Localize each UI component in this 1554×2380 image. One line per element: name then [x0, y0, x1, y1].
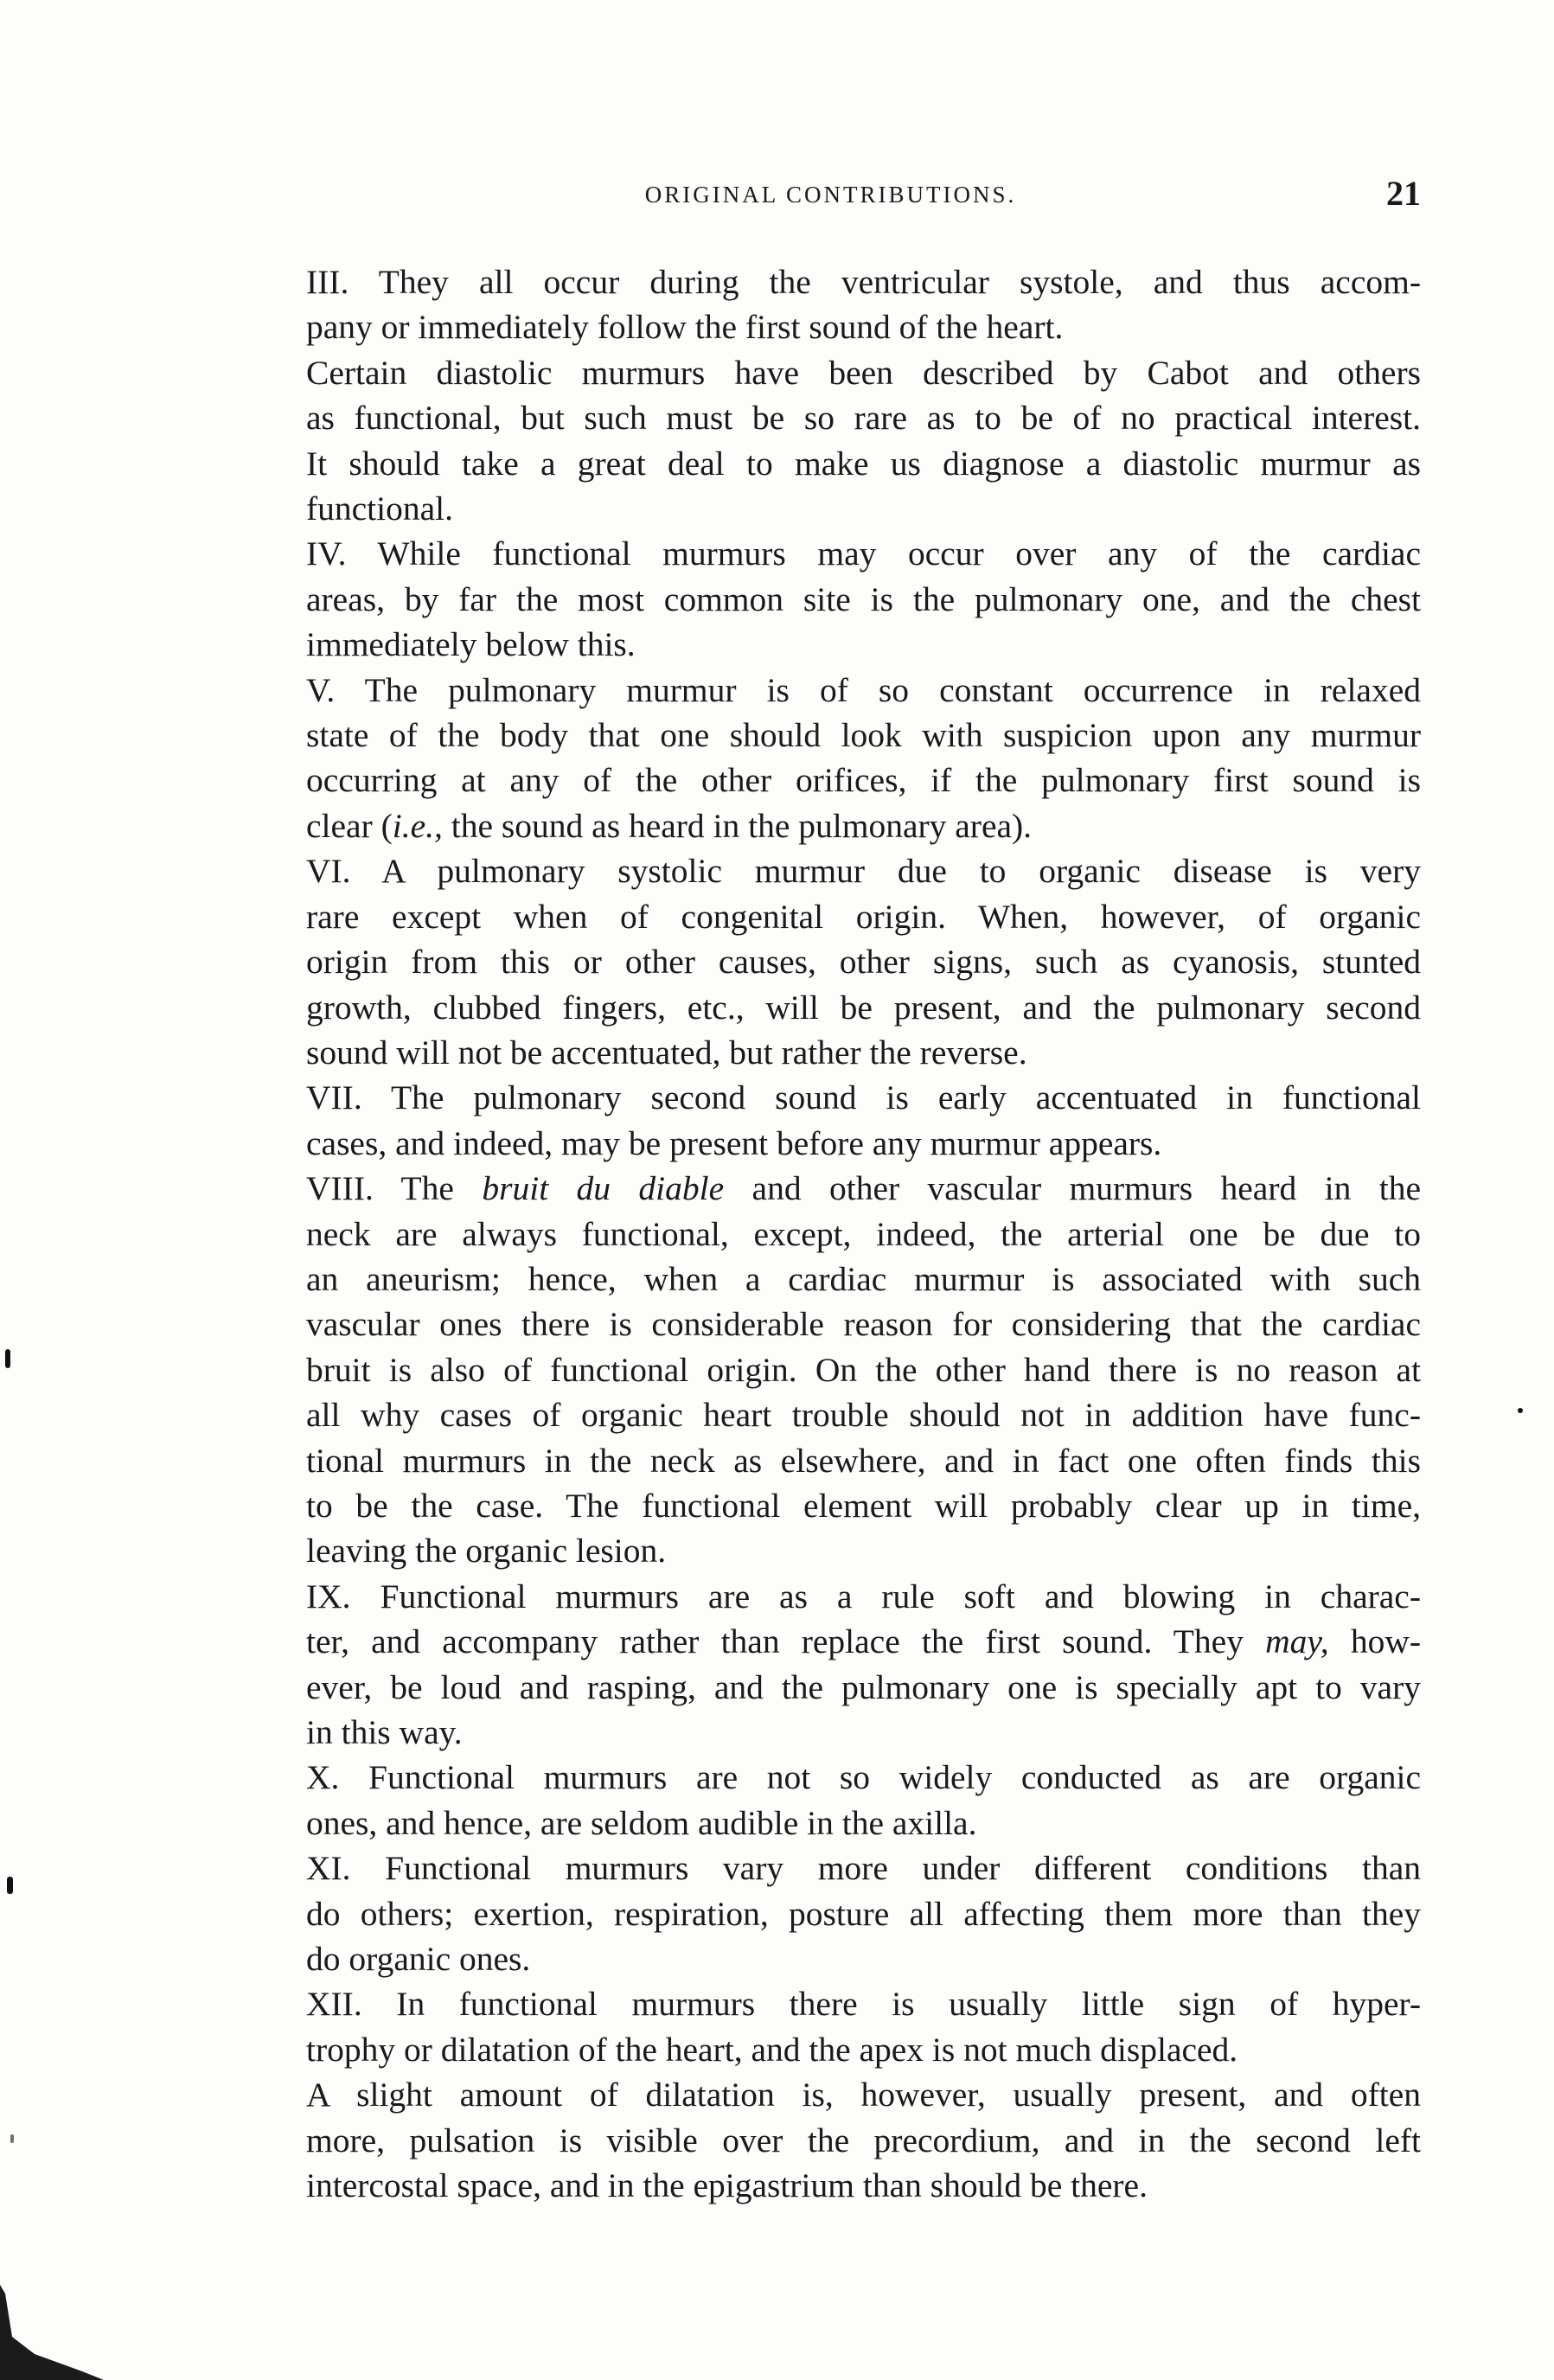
text-line: in this way. — [306, 1713, 463, 1751]
text-line: all why cases of organic heart trouble should not in addition have func- — [306, 1396, 1421, 1435]
text-line: origin from this or other causes, other signs, such as cyanosis, stunted — [306, 943, 1421, 982]
text-line: trophy or dilatation of the heart, and the apex is not much displaced. — [306, 2030, 1238, 2069]
text-line: sound will not be accentuated, but rather the reverse. — [306, 1033, 1027, 1072]
text-line: ever, be loud and rasping, and the pulmonary one is specially apt to vary — [306, 1667, 1421, 1706]
running-title: ORIGINAL CONTRIBUTIONS. — [644, 182, 1017, 208]
text-line: functional. — [306, 489, 454, 528]
text-line: more, pulsation is visible over the precordium, and in the second left — [306, 2121, 1421, 2159]
italic-abbreviation: i.e., — [392, 806, 443, 845]
text-line: intercostal space, and in the epigastrium than should be there. — [306, 2166, 1148, 2205]
paragraph-dilatation — [240, 2072, 1421, 2208]
text-line: IX. Functional murmurs are as a rule soft and blowing in charac- — [306, 1577, 1421, 1615]
text-line: tional murmurs in the neck as elsewhere, and in fact one often finds this — [306, 1441, 1421, 1480]
paragraph-vii — [240, 1075, 1421, 1166]
paragraph-iii — [240, 259, 1421, 350]
scan-speck — [5, 1349, 10, 1368]
text-line: VI. A pulmonary systolic murmur due to organic disease is very — [306, 852, 1421, 891]
italic-phrase: bruit du diable — [482, 1169, 725, 1208]
text-line — [240, 1619, 1421, 1664]
paragraph-iv — [240, 531, 1421, 667]
text-line: do others; exertion, respiration, posture all affecting them more than they — [306, 1894, 1421, 1933]
text-line: V. The pulmonary murmur is of so constant occurrence in relaxed — [306, 670, 1421, 709]
text-line: IV. While functional murmurs may occur over any of the cardiac — [306, 534, 1421, 573]
text-run: clear ( — [306, 806, 393, 845]
scan-speck — [7, 1877, 13, 1894]
paragraph-x — [240, 1755, 1421, 1846]
text-line: immediately below this. — [306, 625, 636, 664]
text-run: ter, and accompany rather than replace the first sound. They — [306, 1622, 1266, 1661]
text-line — [240, 1166, 1421, 1211]
text-line: state of the body that one should look with suspicion upon any murmur — [306, 716, 1421, 755]
paragraph-v — [240, 668, 1421, 849]
text-line: VII. The pulmonary second sound is early accentuated in functional — [306, 1078, 1421, 1117]
text-line: pany or immediately follow the first sound of the heart. — [306, 308, 1064, 347]
scan-speck — [10, 2134, 14, 2143]
italic-word: may, — [1265, 1622, 1329, 1661]
text-line: leaving the organic lesion. — [306, 1532, 667, 1571]
text-line: occurring at any of the other orifices, if the pulmonary first sound is — [306, 761, 1421, 800]
text-line: It should take a great deal to make us diagnose a diastolic murmur as — [306, 444, 1421, 483]
running-header — [240, 173, 1421, 225]
paragraph-xii — [240, 1981, 1421, 2072]
text-line: XII. In functional murmurs there is usually little sign of hyper- — [306, 1985, 1421, 2024]
text-run: the sound as heard in the pulmonary area). — [442, 806, 1033, 845]
text-line: do organic ones. — [306, 1940, 531, 1979]
text-line: vascular ones there is considerable reason for considering that the cardiac — [306, 1305, 1421, 1344]
corner-shadow-shape — [0, 2285, 104, 2380]
body-text — [240, 259, 1421, 2208]
text-run: how- — [1328, 1622, 1421, 1661]
text-line: XI. Functional murmurs vary more under different conditions than — [306, 1849, 1421, 1888]
text-run: and other vascular murmurs heard in the — [724, 1169, 1421, 1208]
text-line — [240, 803, 1421, 848]
page-corner-shadow — [0, 2233, 104, 2380]
text-line: rare except when of congenital origin. When, however, of organic — [306, 897, 1421, 936]
text-line: Certain diastolic murmurs have been described by Cabot and others — [306, 353, 1421, 392]
paragraph-ix — [240, 1574, 1421, 1756]
text-run: VIII. The — [306, 1169, 483, 1208]
text-line: an aneurism; hence, when a cardiac murmur is associated with such — [306, 1259, 1421, 1298]
paragraph-diastolic — [240, 350, 1421, 532]
text-line: cases, and indeed, may be present before any murmur appears. — [306, 1123, 1162, 1162]
paragraph-viii — [240, 1166, 1421, 1574]
page-number: 21 — [1386, 174, 1421, 213]
text-line: bruit is also of functional origin. On the other hand there is no reason at — [306, 1350, 1421, 1389]
text-line: ones, and hence, are seldom audible in the axilla. — [306, 1803, 977, 1842]
text-line: growth, clubbed fingers, etc., will be present, and the pulmonary second — [306, 988, 1421, 1027]
text-line: neck are always functional, except, indeed, the arterial one be due to — [306, 1214, 1421, 1253]
text-line: A slight amount of dilatation is, however, usually present, and often — [306, 2076, 1421, 2114]
text-line: areas, by far the most common site is the pulmonary one, and the chest — [306, 579, 1421, 618]
paragraph-vi — [240, 848, 1421, 1075]
paragraph-xi — [240, 1846, 1421, 1981]
text-line: as functional, but such must be so rare as to be of no practical interest. — [306, 399, 1421, 438]
text-line: III. They all occur during the ventricular systole, and thus accom- — [306, 263, 1421, 301]
text-line: X. Functional murmurs are not so widely conducted as are organic — [306, 1758, 1421, 1797]
scan-speck — [1518, 1408, 1523, 1413]
text-line: to be the case. The functional element will probably clear up in time, — [306, 1486, 1421, 1525]
